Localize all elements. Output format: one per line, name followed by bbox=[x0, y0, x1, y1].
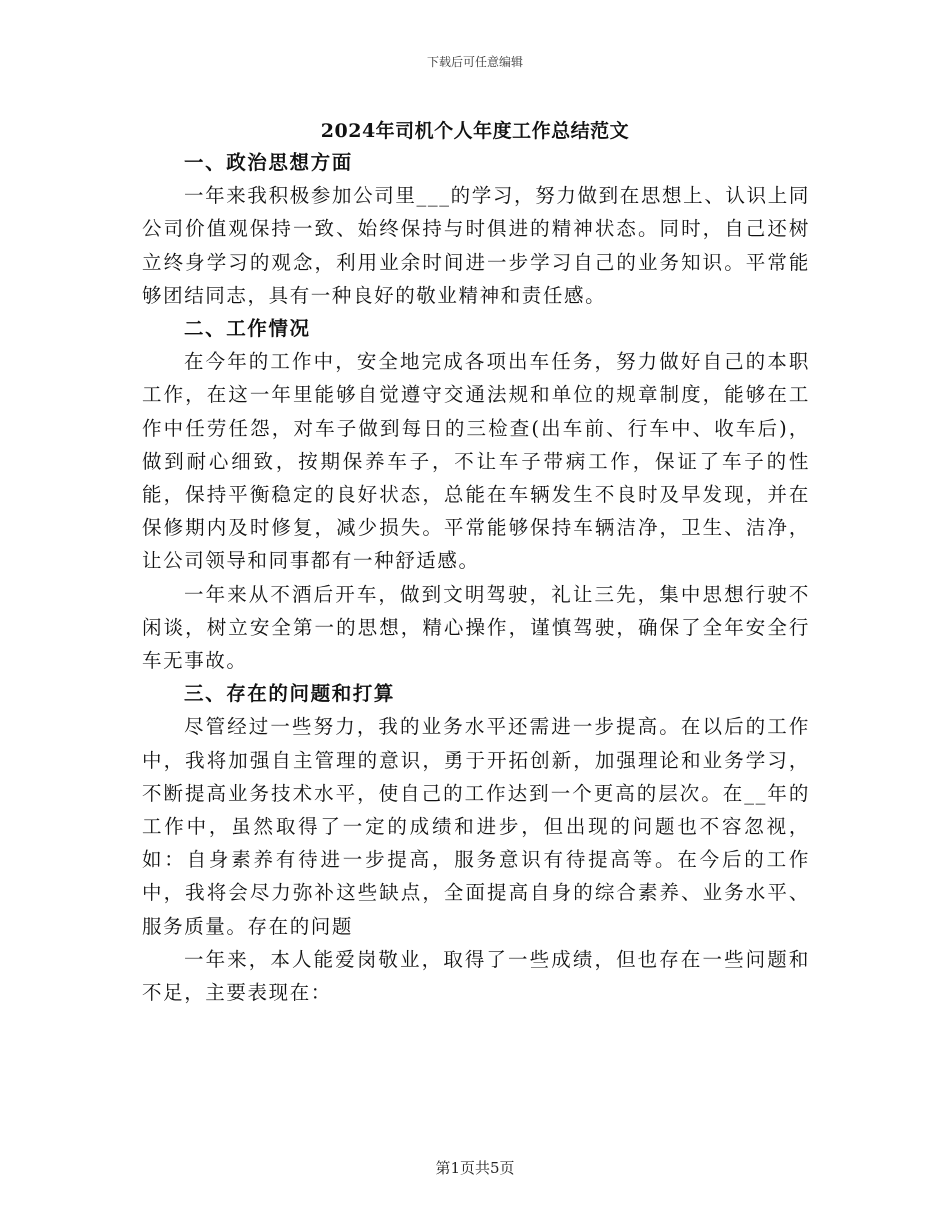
paragraph: 一年来从不酒后开车，做到文明驾驶，礼让三先，集中思想行驶不闲谈，树立安全第一的思想，精心操作，谨慎驾驶，确保了全年安全行车无事故。 bbox=[142, 582, 810, 673]
paragraph: 尽管经过一些努力，我的业务水平还需进一步提高。在以后的工作中，我将加强自主管理的意识，勇于开拓创新，加强理论和业务学习，不断提高业务技术水平，使自己的工作达到一个更高的层次。在__年的工作中，虽然取得了一定的成绩和进步，但出现的问题也不容忽视，如：自身素养有待进一步提高，服务意识有待提高等。在今后的工作中，我将会尽力弥补这些缺点，全面提高自身的综合素养、业务水平、服务质量。存在的问题 bbox=[142, 715, 810, 938]
document-body bbox=[142, 146, 810, 1009]
section-heading: 三、存在的问题和打算 bbox=[184, 682, 396, 706]
section-political bbox=[142, 146, 810, 312]
document-title: 2024年司机个人年度工作总结范文 bbox=[320, 120, 630, 142]
section-heading: 二、工作情况 bbox=[184, 317, 311, 341]
section-heading: 一、政治思想方面 bbox=[184, 151, 353, 174]
section-problems-plans bbox=[142, 677, 810, 1009]
page-number: 第1页共5页 bbox=[435, 1159, 515, 1177]
header-note: 下载后可任意编辑 bbox=[426, 55, 523, 69]
paragraph: 一年来我积极参加公司里___的学习，努力做到在思想上、认识上同公司价值观保持一致、始终保持与时俱进的精神状态。同时，自己还树立终身学习的观念，利用业余时间进一步学习自己的业务知识。平常能够团结同志，具有一种良好的敬业精神和责任感。 bbox=[142, 184, 810, 307]
paragraph: 在今年的工作中，安全地完成各项出车任务，努力做好自己的本职工作，在这一年里能够自觉遵守交通法规和单位的规章制度，能够在工作中任劳任怨，对车子做到每日的三检查(出车前、行车中、收车后)，做到耐心细致，按期保养车子，不让车子带病工作，保证了车子的性能，保持平衡稳定的良好状态，总能在车辆发生不良时及早发现，并在保修期内及时修复，减少损失。平常能够保持车辆洁净，卫生、洁净，让公司领导和同事都有一种舒适感。 bbox=[142, 350, 810, 573]
paragraph: 一年来，本人能爱岗敬业，取得了一些成绩，但也存在一些问题和不足，主要表现在： bbox=[142, 947, 810, 1005]
section-work bbox=[142, 312, 810, 677]
